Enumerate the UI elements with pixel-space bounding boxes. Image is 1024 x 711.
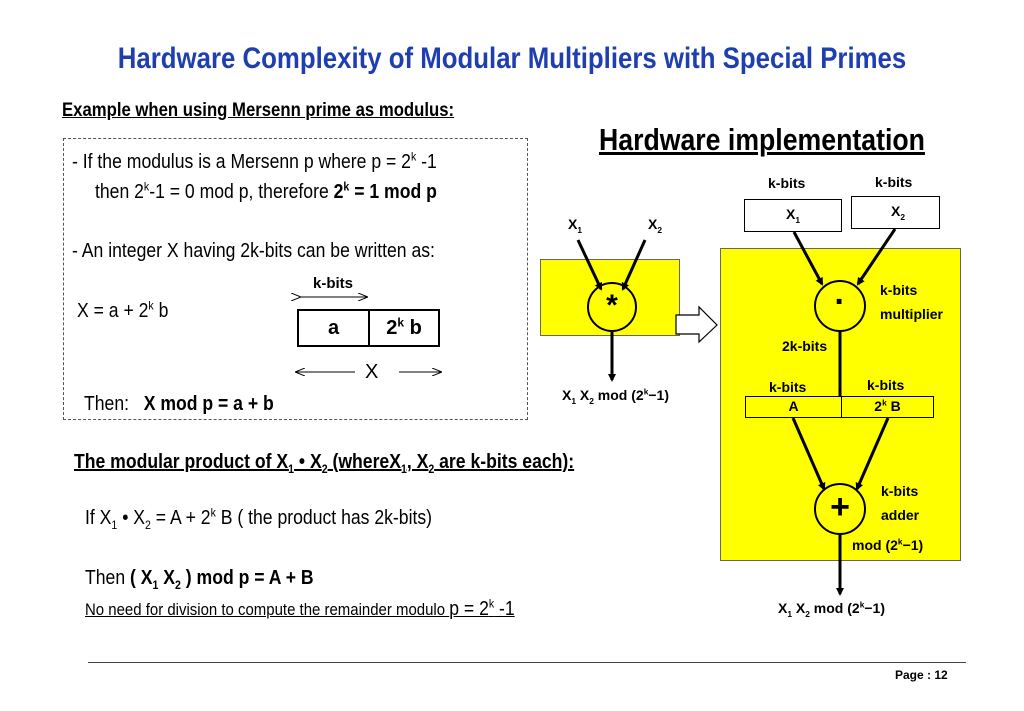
low-half-kbits-label: k-bits	[769, 379, 807, 395]
page-number: Page : 12	[895, 668, 948, 682]
high-half-b-register: 2$^k$ B	[841, 396, 934, 418]
mersenne-consequence-line: then $2^k-1 = 0$ mod p, therefore $2^k = 1$ mod p	[95, 179, 437, 203]
small-input-x1-label: $X_1$	[568, 216, 583, 235]
product-width-label: 2k-bits	[782, 338, 828, 354]
multiplier-operator: ·	[814, 280, 866, 332]
large-output-label: $X_1$ $X_2$ mod $(2^k-1)$	[778, 599, 885, 619]
x1-kbits-label: k-bits	[768, 175, 806, 191]
product-then-line: Then ( $X_1$ $X_2$ ) mod p = A + B	[85, 567, 314, 592]
low-half-a-register: A	[745, 396, 842, 418]
x-span-label: X	[365, 361, 379, 383]
adder-label-2: adder	[881, 507, 920, 523]
small-x2-arrow	[623, 240, 645, 289]
product-if-line: If $X_1$ • $X_2 = A + 2^k$ B ( the product has 2k-bits)	[85, 505, 433, 532]
x-equation: $X = a + 2^k$ b	[77, 298, 169, 322]
product-heading: The modular product of $X_1$ • $X_2$ (whereX$_1$, $X_2$ are k-bits each):	[74, 451, 575, 476]
example-heading: Example when using Mersenn prime as modulus:	[62, 100, 455, 121]
cell-a: a	[297, 309, 370, 347]
kbits-label: k-bits	[313, 275, 354, 292]
multiplier-label-2: multiplier	[880, 306, 944, 322]
high-half-kbits-label: k-bits	[867, 377, 905, 393]
a-to-adder-arrow	[793, 418, 824, 489]
integer-split-line: - An integer X having 2k-bits can be written as:	[72, 240, 435, 262]
multiply-operator: *	[587, 282, 637, 332]
hardware-heading: Hardware implementation	[599, 122, 925, 157]
x2-kbits-label: k-bits	[875, 174, 913, 190]
small-output-label: $X_1$ $X_2$ mod $(2^k-1)$	[562, 386, 669, 406]
input-x2-label: $X_2$	[891, 203, 906, 222]
adder-label-1: k-bits	[881, 483, 919, 499]
cell-2k-b: 2$^k$ b	[368, 309, 440, 347]
adder-operator: +	[814, 483, 866, 535]
footer-rule	[88, 662, 966, 663]
x2-to-multiplier-arrow	[858, 229, 895, 284]
then-line: Then: X mod p = a + b	[84, 393, 274, 415]
small-input-x2-label: $X_2$	[648, 216, 663, 235]
input-x1-label: $X_1$	[786, 206, 801, 225]
b-to-adder-arrow	[857, 418, 888, 489]
hollow-right-arrow-icon	[676, 307, 717, 342]
page-title: Hardware Complexity of Modular Multipliers with Special Primes	[117, 42, 907, 75]
small-x1-arrow	[578, 240, 601, 289]
division-note: No need for division to compute the remainder modulo $p = 2^k$ -1	[85, 596, 515, 620]
multiplier-label-1: k-bits	[880, 282, 918, 298]
x1-to-multiplier-arrow	[794, 232, 822, 284]
mersenne-definition-line: - If the modulus is a Mersenn p where $p = 2^k$ -1	[72, 149, 437, 173]
adder-modulus-label: mod $(2^k-1)$	[852, 536, 924, 553]
